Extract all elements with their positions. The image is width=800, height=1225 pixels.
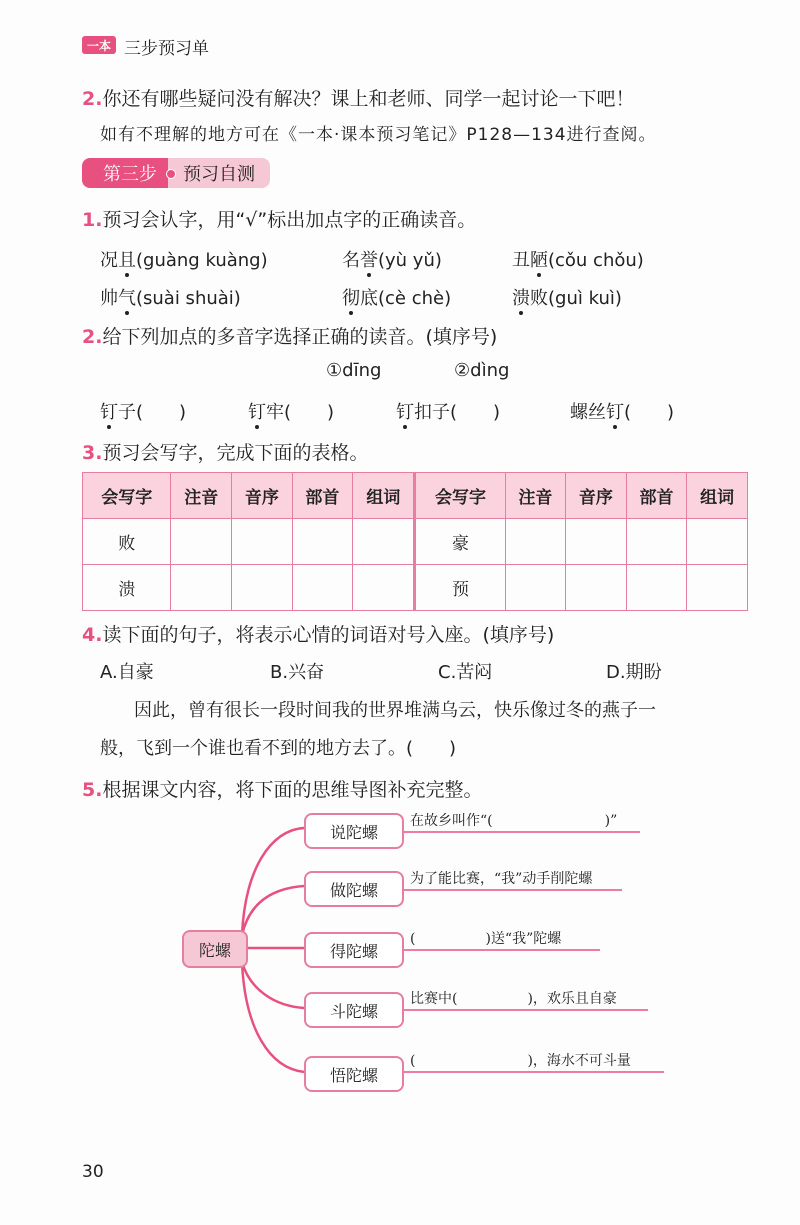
question-number: 2. bbox=[82, 88, 103, 110]
page-number: 30 bbox=[82, 1162, 104, 1182]
mood-option: C.苦闷 bbox=[438, 662, 493, 683]
mind-map-branch: 悟陀螺 bbox=[304, 1056, 404, 1092]
table-header: 部首 bbox=[626, 473, 687, 519]
mind-map-center: 陀螺 bbox=[182, 930, 248, 968]
table-cell: 溃 bbox=[83, 565, 171, 611]
pinyin-item[interactable]: 丑陋(cǒu chǒu) bbox=[512, 246, 644, 272]
brand-logo: 一本 bbox=[82, 36, 116, 54]
table-header: 会写字 bbox=[83, 473, 171, 519]
pinyin-item[interactable]: 彻底(cè chè) bbox=[342, 284, 451, 310]
mind-map-answer-line[interactable]: ( )，海水不可斗量 bbox=[410, 1053, 631, 1069]
table-header: 注音 bbox=[171, 473, 232, 519]
mind-map-answer-line[interactable]: ( )送“我”陀螺 bbox=[410, 931, 562, 947]
mind-map-branch: 说陀螺 bbox=[304, 813, 404, 849]
step-label: 第三步 bbox=[82, 158, 178, 188]
question-number: 2. bbox=[82, 326, 103, 348]
table-header: 部首 bbox=[292, 473, 353, 519]
table-cell: 豪 bbox=[415, 519, 505, 565]
mood-option: B.兴奋 bbox=[270, 662, 325, 683]
polyphone-item[interactable]: 钉扣子( ) bbox=[396, 398, 500, 424]
question-text: 根据课文内容，将下面的思维导图补充完整。 bbox=[102, 779, 483, 801]
pinyin-item[interactable]: 溃败(guì kuì) bbox=[512, 284, 622, 310]
table-cell: 败 bbox=[83, 519, 171, 565]
table-header: 组词 bbox=[353, 473, 415, 519]
question-text: 读下面的句子，将表示心情的词语对号入座。(填序号) bbox=[102, 624, 555, 646]
mood-option: A.自豪 bbox=[100, 662, 154, 683]
mind-map-answer-line[interactable]: 比赛中( )，欢乐且自豪 bbox=[410, 991, 617, 1007]
table-header: 组词 bbox=[687, 473, 748, 519]
reading-option-1: ①dīng bbox=[326, 360, 382, 381]
mood-option: D.期盼 bbox=[606, 662, 662, 683]
mind-map-branch: 斗陀螺 bbox=[304, 992, 404, 1028]
step-title: 预习自测 bbox=[168, 158, 270, 188]
question-number: 4. bbox=[82, 624, 103, 646]
question-text: 你还有哪些疑问没有解决？课上和老师、同学一起讨论一下吧！ bbox=[102, 88, 635, 110]
table-header: 音序 bbox=[232, 473, 293, 519]
question-text: 预习会认字，用“√”标出加点字的正确读音。 bbox=[102, 209, 477, 231]
question-text: 预习会写字，完成下面的表格。 bbox=[102, 442, 369, 464]
table-cell: 预 bbox=[415, 565, 505, 611]
table-header: 音序 bbox=[566, 473, 627, 519]
question-number: 1. bbox=[82, 209, 103, 231]
polyphone-item[interactable]: 钉子( ) bbox=[100, 398, 186, 424]
pinyin-item[interactable]: 况且(guàng kuàng) bbox=[100, 246, 268, 272]
polyphone-item[interactable]: 钉牢( ) bbox=[248, 398, 334, 424]
question-text: 给下列加点的多音字选择正确的读音。(填序号) bbox=[102, 326, 498, 348]
pinyin-item[interactable]: 帅气(suài shuài) bbox=[100, 284, 241, 310]
mind-map-answer-line: 为了能比赛，“我”动手削陀螺 bbox=[410, 871, 593, 887]
polyphone-item[interactable]: 螺丝钉( ) bbox=[570, 398, 674, 424]
passage-line[interactable]: 般，飞到一个谁也看不到的地方去了。( ) bbox=[100, 738, 457, 759]
page-header-title: 三步预习单 bbox=[124, 39, 209, 59]
pinyin-item[interactable]: 名誉(yù yǔ) bbox=[342, 246, 442, 272]
question-number: 5. bbox=[82, 779, 103, 801]
table-header: 会写字 bbox=[415, 473, 505, 519]
passage-line: 因此，曾有很长一段时间我的世界堆满乌云，快乐像过冬的燕子一 bbox=[134, 700, 656, 721]
mind-map-branch: 做陀螺 bbox=[304, 871, 404, 907]
reference-note: 如有不理解的地方可在《一本·课本预习笔记》P128—134进行查阅。 bbox=[100, 125, 657, 145]
question-number: 3. bbox=[82, 442, 103, 464]
mind-map-answer-line[interactable]: 在故乡叫作“( )” bbox=[410, 813, 618, 829]
mind-map-branch: 得陀螺 bbox=[304, 932, 404, 968]
reading-option-2: ②dìng bbox=[454, 360, 510, 381]
table-header: 注音 bbox=[505, 473, 566, 519]
